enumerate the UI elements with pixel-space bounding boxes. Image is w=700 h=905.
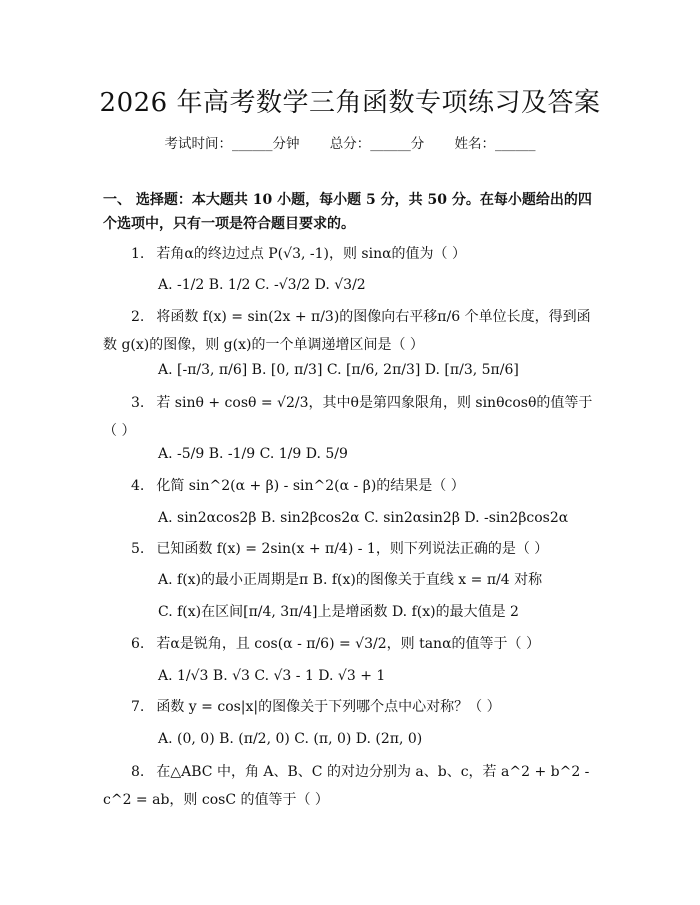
question-3-options: A. -5/9 B. -1/9 C. 1/9 D. 5/9 xyxy=(158,446,348,462)
question-1-options: A. -1/2 B. 1/2 C. -√3/2 D. √3/2 xyxy=(158,277,366,293)
question-number: 4. xyxy=(131,478,145,494)
question-number: 6. xyxy=(131,636,145,652)
student-name-field: 姓名：______ xyxy=(454,136,536,152)
question-text: 若α是锐角，且 cos(α - π/6) = √3/2，则 tanα的值等于（ ） xyxy=(156,636,540,652)
question-7 xyxy=(103,693,603,721)
exam-time-field: 考试时间：______分钟 xyxy=(164,136,300,152)
question-4 xyxy=(103,472,603,500)
question-5-options-line-1: A. f(x)的最小正周期是π B. f(x)的图像关于直线 x = π/4 对称 xyxy=(158,572,543,588)
question-4-options: A. sin2αcos2β B. sin2βcos2α C. sin2αsin2β D. -sin2βcos2α xyxy=(158,510,569,526)
question-5-options-line-2: C. f(x)在区间[π/4, 3π/4]上是增函数 D. f(x)的最大值是 2 xyxy=(158,604,519,620)
exam-info-line xyxy=(0,132,700,152)
question-text: 在△ABC 中，角 A、B、C 的对边分别为 a、b、c，若 a^2 + b^2 - c^2 = ab，则 cosC 的值等于（ ） xyxy=(103,764,590,808)
question-number: 8. xyxy=(131,764,145,780)
question-text: 函数 y = cos|x|的图像关于下列哪个点中心对称？（ ） xyxy=(156,699,501,715)
question-text: 若 sinθ + cosθ = √2/3，其中θ是第四象限角，则 sinθcosθ的值等于（ ） xyxy=(103,395,593,439)
question-number: 7. xyxy=(131,699,145,715)
question-text: 若角α的终边过点 P(√3, -1)，则 sinα的值为（ ） xyxy=(156,246,467,262)
question-number: 1. xyxy=(131,246,145,262)
question-text: 将函数 f(x) = sin(2x + π/3)的图像向右平移π/6 个单位长度，得到函数 g(x)的图像，则 g(x)的一个单调递增区间是（ ） xyxy=(103,309,591,353)
question-2 xyxy=(103,303,603,359)
question-6-options: A. 1/√3 B. √3 C. √3 - 1 D. √3 + 1 xyxy=(158,668,386,684)
question-3 xyxy=(103,389,603,445)
question-text: 已知函数 f(x) = 2sin(x + π/4) - 1，则下列说法正确的是（ ） xyxy=(156,541,549,557)
question-number: 2. xyxy=(131,309,145,325)
question-5 xyxy=(103,535,603,563)
question-1 xyxy=(103,240,603,268)
total-score-field: 总分：______分 xyxy=(329,136,425,152)
question-number: 5. xyxy=(131,541,145,557)
question-number: 3. xyxy=(131,395,145,411)
question-2-options: A. [-π/3, π/6] B. [0, π/3] C. [π/6, 2π/3] D. [π/3, 5π/6] xyxy=(158,362,519,378)
question-6 xyxy=(103,630,603,658)
question-8 xyxy=(103,758,603,814)
question-7-options: A. (0, 0) B. (π/2, 0) C. (π, 0) D. (2π, 0) xyxy=(158,731,423,747)
document-title: 2026 年高考数学三角函数专项练习及答案 xyxy=(99,88,601,118)
question-text: 化简 sin^2(α + β) - sin^2(α - β)的结果是（ ） xyxy=(156,478,465,494)
section-heading: 一、 选择题：本大题共 10 小题，每小题 5 分，共 50 分。在每小题给出的四个选项中，只有一项是符合题目要求的。 xyxy=(103,192,592,232)
